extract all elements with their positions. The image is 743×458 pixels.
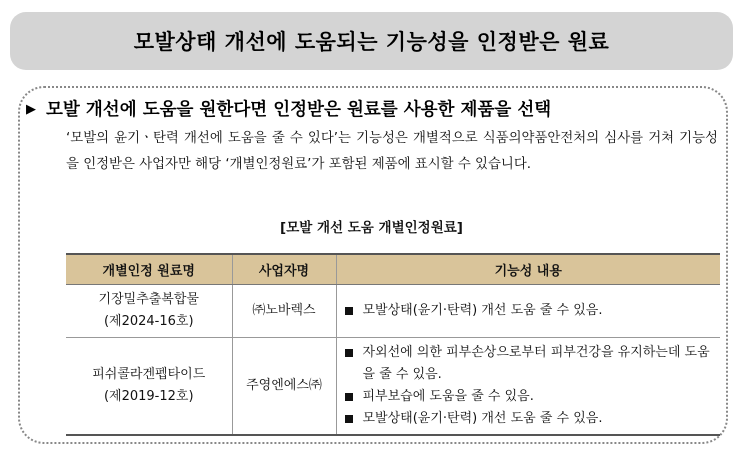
function-item: 모발상태(윤기·탄력) 개선 도움 줄 수 있음.	[343, 300, 715, 322]
function-item: 모발상태(윤기·탄력) 개선 도움 줄 수 있음.	[343, 408, 715, 430]
ingredient-cell	[66, 284, 232, 337]
function-list	[343, 342, 715, 430]
header-function: 기능성 내용	[336, 254, 720, 284]
header-company: 사업자명	[232, 254, 336, 284]
function-item: 자외선에 의한 피부손상으로부터 피부건강을 유지하는데 도움을 줄 수 있음.	[343, 342, 715, 386]
ingredient-name: 피쉬콜라겐펩타이드	[92, 366, 206, 382]
title-banner	[10, 12, 733, 70]
table-title: [모발 개선 도움 개별인정원료]	[280, 220, 463, 236]
company-cell: ㈜노바렉스	[232, 284, 336, 337]
square-bullet-icon	[345, 393, 353, 401]
ingredient-code: (제2024-16호)	[103, 313, 194, 329]
page-title: 모발상태 개선에 도움되는 기능성을 인정받은 원료	[133, 30, 610, 54]
function-cell	[336, 284, 720, 337]
description-paragraph: ‘모발의 윤기ㆍ탄력 개선에 도움을 줄 수 있다’는 기능성은 개별적으로 식품의약품안전처의 심사를 거쳐 기능성을 인정받은 사업자만 해당 ‘개별인정원료’가 포함된 제품에 표시할 수 있습니다.	[66, 131, 718, 172]
square-bullet-icon	[345, 307, 353, 315]
header-ingredient-name: 개별인정 원료명	[66, 254, 232, 284]
table-row	[66, 337, 720, 435]
function-cell	[336, 337, 720, 435]
ingredient-cell	[66, 337, 232, 435]
section-heading	[26, 96, 716, 121]
ingredient-name: 기장밀추출복합물	[98, 291, 199, 307]
table-row	[66, 284, 720, 337]
company-cell: 주영엔에스㈜	[232, 337, 336, 435]
section-heading-text: 모발 개선에 도움을 원한다면 인정받은 원료를 사용한 제품을 선택	[46, 100, 552, 120]
table-header-row	[66, 254, 720, 284]
function-list	[343, 300, 715, 322]
square-bullet-icon	[345, 349, 353, 357]
ingredient-table	[66, 253, 720, 436]
ingredient-code: (제2019-12호)	[103, 388, 194, 404]
square-bullet-icon	[345, 415, 353, 423]
triangle-bullet-icon: ▶	[26, 102, 36, 117]
function-item: 피부보습에 도움을 줄 수 있음.	[343, 386, 715, 408]
